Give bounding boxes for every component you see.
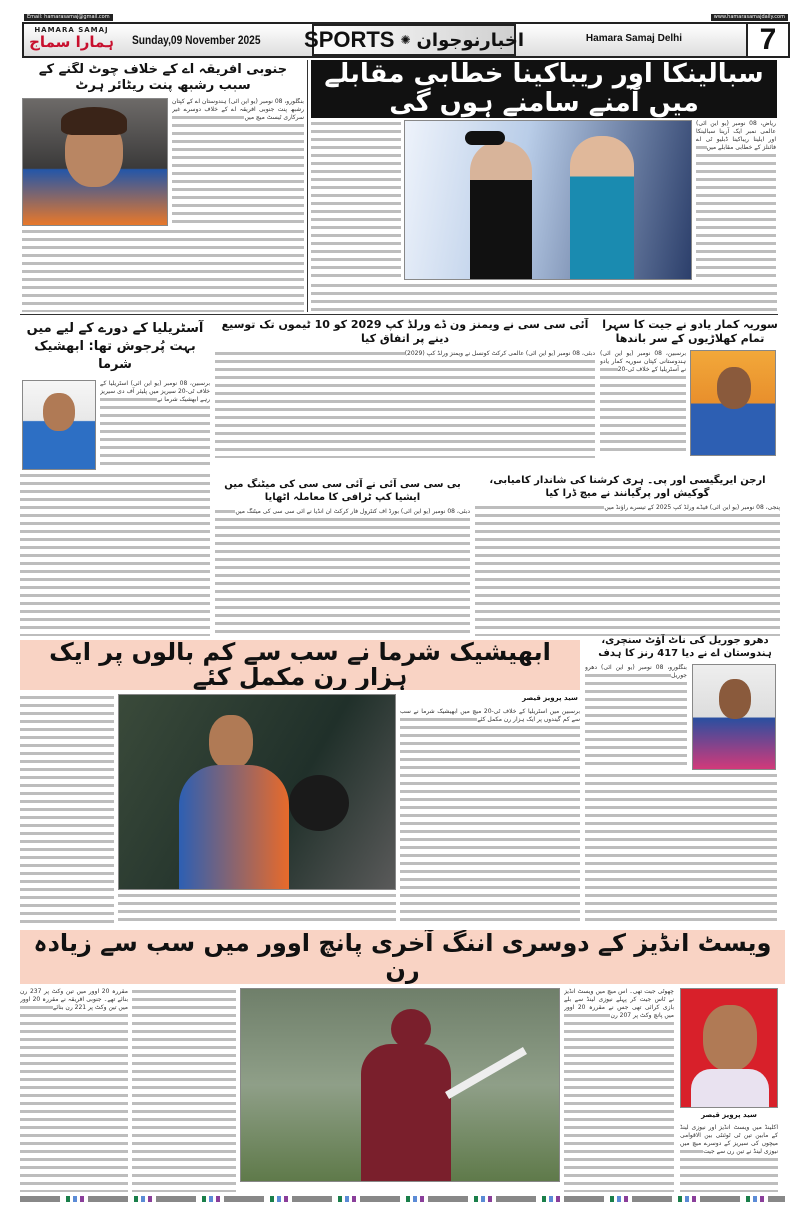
email: Email: hamarasamaj@gmail.com (24, 14, 113, 21)
headline-jurel: دھرو جوریل کی ناٹ آؤٹ سنچری، ہندوستان اے نے دیا 417 رنز کا ہدف (598, 635, 772, 659)
headline-abhishek-australia: آسٹریلیا کے دورے کے لیے میں بہت پُرجوش تھا: ابھشیک شرما (26, 321, 204, 372)
pant-body-2 (22, 228, 304, 312)
logo: HAMARA SAMAJ ہمارا سماج (29, 26, 114, 51)
surya-photo (690, 350, 776, 456)
headline-bcci: بی سی سی آئی نے آئی سی سی کی میٹنگ میں ایشیا کپ ٹرافی کا معاملہ اٹھایا (224, 479, 461, 503)
sabalenka-rybakina-photo (404, 120, 692, 280)
jurel-body-2 (585, 772, 777, 926)
abhishek-1000-body-left (20, 694, 114, 926)
flower-icon: ✺ (400, 33, 411, 47)
byline: سید پرویز قیصر (522, 694, 578, 702)
abhishek-photo (22, 380, 96, 470)
decorative-strip (20, 1196, 785, 1202)
sabalenka-body-right: ریاض، 08 نومبر (یو این آئی) عالمی نمبر ایک آرینا سبالینکا اور ایلینا ریباکینا ڈبلیو ٹی اے فائنلز کے خطابی مقابلے میں (696, 120, 776, 280)
west-indies-body-2 (132, 988, 236, 1192)
headline-west-indies: ویسٹ انڈیز کے دوسری اننگ آخری پانچ اوور میں سب سے زیادہ رن (20, 930, 785, 984)
abhishek-1000-body-right: برسبین میں آسٹریلیا کے خلاف ٹی-20 میچ میں ابھیشیک شرما نے سب سے کم گیندوں پر ایک ہزار رن مکمل کئے (400, 708, 580, 926)
abhishek-australia-body: برسبین، 08 نومبر (یو این آئی) آسٹریلیا کے خلاف ٹی-20 سیریز میں پلیئر آف دی سیریز رہے ابھشیک شرما نے (100, 380, 210, 470)
pant-photo (22, 98, 168, 226)
west-indies-body-1: مقررہ 20 اوور میں تین وکٹ پر 237 رن بنائے تھے۔ جنوبی افریقہ نے مقررہ 20 اوور میں تین وکٹ پر 221 رن بنائے (20, 988, 128, 1192)
divider (20, 314, 778, 315)
icc-women-body: دبئی، 08 نومبر (یو این آئی) عالمی کرکٹ کونسل نے ویمنز ورلڈ کپ (2029) (215, 350, 595, 458)
website: www.hamarasamajdaily.com (711, 14, 788, 21)
byline: سید پرویز قیصر (701, 1111, 757, 1119)
headline-abhishek-1000: ابھیشیک شرما نے سب سے کم بالوں پر ایک ہزار رن مکمل کئے (20, 640, 580, 690)
issue-date: Sunday,09 November 2025 (132, 33, 261, 47)
abhishek-australia-body-2 (20, 472, 210, 636)
west-indies-body-4: آکلینڈ میں ویسٹ انڈیز اور نیوزی لینڈ کے مابین تین ٹی ٹوئنٹی بین الاقوامی میچوں کی سیریز کے دوسرے میچ میں نیوزی لینڈ نے تین رن سے جیت (680, 1124, 778, 1192)
abhishek-1000-photo (118, 694, 396, 890)
sabalenka-body-bottom (311, 282, 777, 312)
pant-body: بنگلورو، 08 نومبر (یو این آئی) ہندوستان اے کے کپتان رشبھ پنت جنوبی افریقہ اے کے خلاف دوسرے غیر سرکاری ٹیسٹ میچ میں (172, 98, 304, 226)
west-indies-photo (240, 988, 560, 1182)
columnist-photo (680, 988, 778, 1108)
sabalenka-body-left (311, 120, 401, 280)
masthead (22, 14, 790, 58)
jurel-photo (692, 664, 776, 770)
section-title: SPORTS ✺ اخبارنوجوان (312, 24, 516, 56)
headline-pant: جنوبی افریقہ اے کے خلاف چوٹ لگنے کے سبب رشبھ پنت ریٹائر ہرٹ (38, 62, 288, 93)
abhishek-1000-body-bottom (118, 892, 396, 926)
chess-body: پنجی، 08 نومبر (یو این آئی) فیڈے ورلڈ کپ 2025 کے تیسرے راؤنڈ میں (475, 504, 780, 636)
divider (307, 60, 308, 312)
headline-icc-women: آئی سی سی نے ویمنز ون ڈے ورلڈ کپ 2029 کو 10 ٹیموں تک توسیع دینے پر اتفاق کیا (221, 318, 589, 345)
edition: Hamara Samaj Delhi (585, 33, 683, 44)
headline-sabalenka: سبالینکا اور ریباکینا خطابی مقابلے میں آمنے سامنے ہوں گی (311, 60, 777, 118)
headline-chess: ارجن ایریگیسی اور پی۔ ہری کرشنا کی شاندار کامیابی، گوکیش اور پرگیانند نے میچ ڈرا کیا (489, 475, 766, 499)
bcci-body: دبئی، 08 نومبر (یو این آئی) بورڈ آف کنٹرول فار کرکٹ ان انڈیا نے آئی سی سی کی میٹنگ میں (215, 508, 470, 636)
page-number: 7 (746, 24, 788, 56)
jurel-body: بنگلورو، 08 نومبر (یو این آئی) دھرو جوریل (585, 664, 687, 770)
west-indies-body-3: چھوٹی جیت تھی۔ اس میچ میں ویسٹ انڈیز نے ٹاس جیت کر پہلے نیوزی لینڈ سے بلے بازی کرائی تھی جس نے مقررہ 20 اوور میں پانچ وکٹ پر 207 رن (564, 988, 674, 1192)
surya-body: برسبین، 08 نومبر (یو این آئی) ہندوستانی کپتان سوریہ کمار یادو نے آسٹریلیا کے خلاف ٹی-20 (600, 350, 686, 456)
headline-surya: سوریہ کمار یادو نے جیت کا سہرا تمام کھلاڑیوں کے سر باندھا (602, 318, 778, 345)
